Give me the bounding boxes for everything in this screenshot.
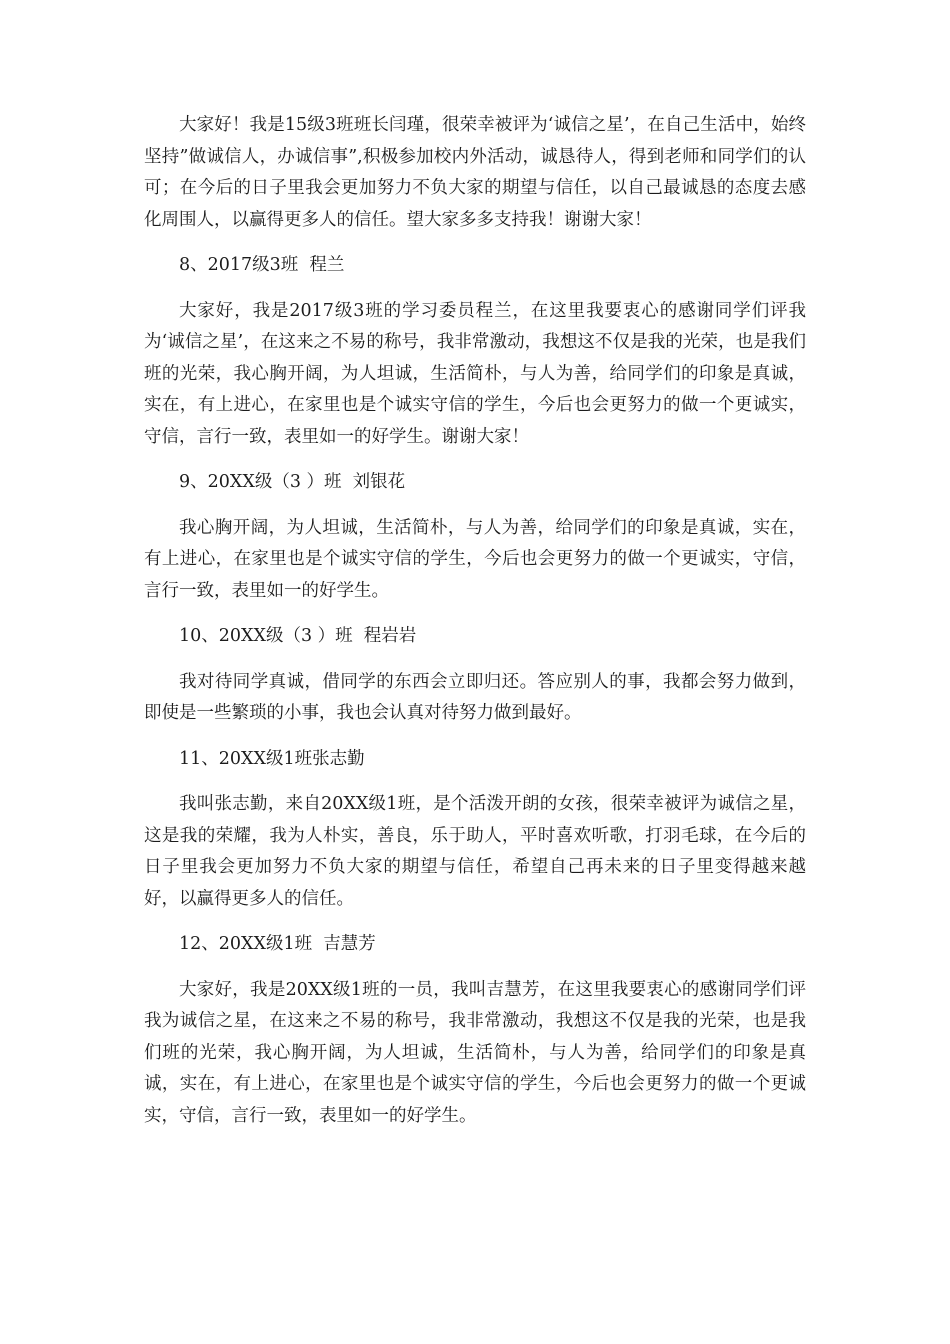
heading-entry-10: 10、20XX级（3 ）班 程岩岩 — [179, 626, 417, 646]
paragraph-entry-8: 大家好，我是2017级3班的学习委员程兰，在这里我要衷心的感谢同学们评我为‘诚信之星’，在这来之不易的称号，我非常激动，我想这不仅是我的光荣，也是我们班的光荣，我心胸开阔，为人坦诚，生活简朴，与人为善，给同学们的印象是真诚，实在，有上进心，在家里也是个诚实守信的学生，今后也会更努力的做一个更诚实，守信，言行一致，表里如一的好学生。谢谢大家！ — [144, 300, 806, 447]
heading-entry-8: 8、2017级3班 程兰 — [179, 255, 345, 275]
paragraph-intro: 大家好！我是15级3班班长闫瑾，很荣幸被评为‘诚信之星’，在自己生活中，始终坚持”做诚信人，办诚信事”,积极参加校内外活动，诚恳待人，得到老师和同学们的认可；在今后的日子里我会更加努力不负大家的期望与信任，以自己最诚恳的态度去感化周围人，以赢得更多人的信任。望大家多多支持我！谢谢大家！ — [144, 115, 806, 230]
heading-entry-9: 9、20XX级（3 ）班 刘银花 — [179, 472, 406, 492]
paragraph-entry-10: 我对待同学真诚，借同学的东西会立即归还。答应别人的事，我都会努力做到，即使是一些繁琐的小事，我也会认真对待努力做到最好。 — [144, 671, 806, 723]
paragraph-entry-9: 我心胸开阔，为人坦诚，生活简朴，与人为善，给同学们的印象是真诚，实在，有上进心，在家里也是个诚实守信的学生，今后也会更努力的做一个更诚实，守信，言行一致，表里如一的好学生。 — [144, 517, 806, 601]
heading-entry-12: 12、20XX级1班 吉慧芳 — [179, 934, 376, 954]
paragraph-entry-11: 我叫张志勤，来自20XX级1班，是个活泼开朗的女孩，很荣幸被评为诚信之星，这是我的荣耀，我为人朴实，善良，乐于助人，平时喜欢听歌，打羽毛球，在今后的日子里我会更加努力不负大家的期望与信任，希望自己再未来的日子里变得越来越好，以赢得更多人的信任。 — [144, 794, 806, 909]
paragraph-entry-12: 大家好，我是20XX级1班的一员，我叫吉慧芳，在这里我要衷心的感谢同学们评我为诚信之星，在这来之不易的称号，我非常激动，我想这不仅是我的光荣，也是我们班的光荣，我心胸开阔，为人坦诚，生活简朴，与人为善，给同学们的印象是真诚，实在，有上进心，在家里也是个诚实守信的学生，今后也会更努力的做一个更诚实，守信，言行一致，表里如一的好学生。 — [144, 979, 806, 1126]
heading-entry-11: 11、20XX级1班张志勤 — [179, 748, 365, 769]
document-body — [144, 110, 806, 1146]
